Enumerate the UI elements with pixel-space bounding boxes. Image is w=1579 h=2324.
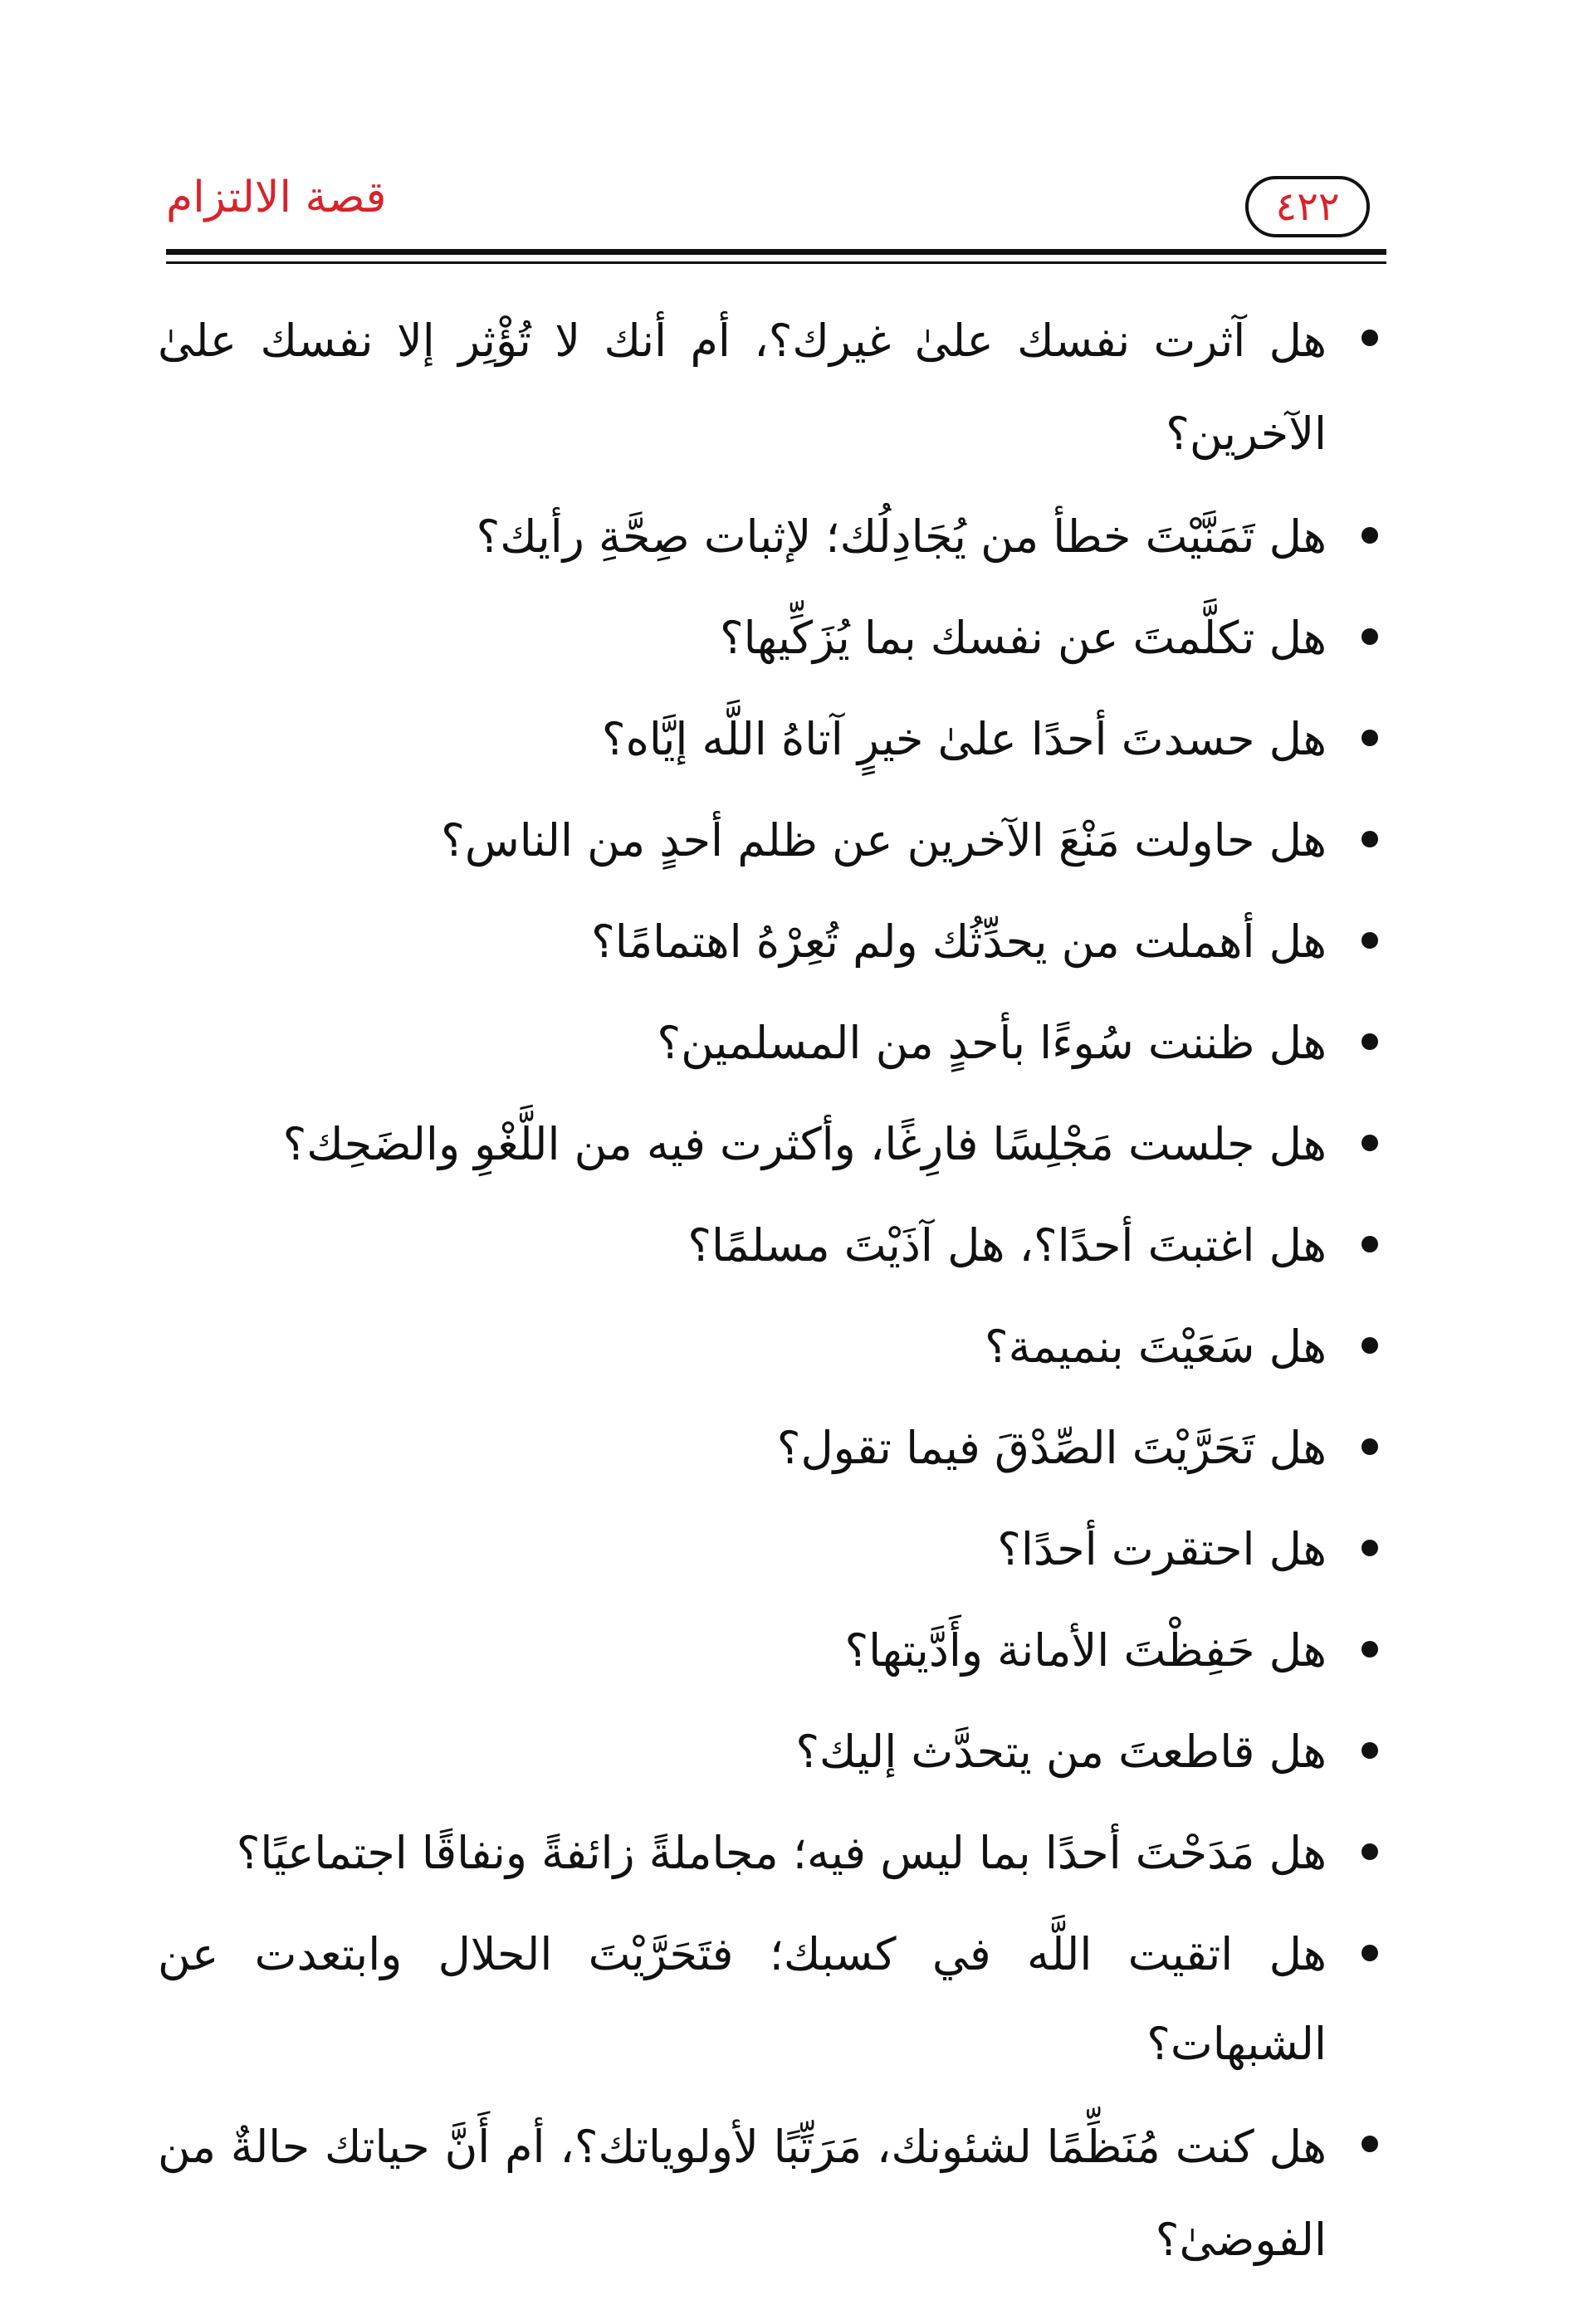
question-text: هل تكلَّمتَ عن نفسك بما يُزَكِّيها؟ [719,612,1327,664]
question-text: هل تَحَرَّيْتَ الصِّدْقَ فيما تقول؟ [776,1422,1327,1474]
bullet-icon [1361,1641,1378,1658]
list-item [158,1302,1386,1392]
question-text: هل حاولت مَنْعَ الآخرين عن ظلم أحدٍ من الناس؟ [441,814,1327,867]
page-number: ٤٢٢ [1275,183,1340,230]
question-text: هل حَفِظْتَ الأمانة وأَدَّيتها؟ [844,1624,1327,1677]
question-text: هل اتقيت اللَّه في كسبك؛ فتَحَرَّيْتَ الحلال وابتعدت عن الشبهات؟ [158,1928,1327,2070]
bullet-icon [1361,1843,1378,1860]
bullet-icon [1361,831,1378,847]
list-item [158,796,1386,886]
list-item [158,1100,1386,1189]
question-text: هل تَمَنَّيْتَ خطأ من يُجَادِلُك؛ لإثبات صِحَّةِ رأيك؟ [476,510,1327,563]
bullet-icon [1361,628,1378,645]
bullet-icon [1361,932,1378,949]
question-text: هل حسدتَ أحدًا علىٰ خيرٍ آتاهُ اللَّه إيَّاه؟ [601,713,1327,765]
list-item [158,295,1386,481]
question-text: هل قاطعتَ من يتحدَّث إليك؟ [795,1726,1327,1778]
bullet-icon [1361,1337,1378,1354]
question-list [158,295,1386,2287]
question-text: هل احتقرت أحدًا؟ [997,1523,1327,1575]
bullet-icon [1361,1742,1378,1759]
bullet-icon [1361,527,1378,544]
question-text: هل مَدَحْتَ أحدًا بما ليس فيه؛ مجاملةً زائفةً ونفاقًا اجتماعيًا؟ [236,1827,1327,1879]
bullet-icon [1361,2136,1378,2152]
book-title: قصة الالتزام [166,173,387,222]
page-number-badge [1245,176,1370,237]
bullet-icon [1361,1438,1378,1455]
bullet-icon [1361,1945,1378,1961]
list-item [158,593,1386,683]
list-item [158,1809,1386,1898]
question-text: هل كنت مُنَظِّمًا لشئونك، مَرَتِّبًا لأولوياتك؟، أم أَنَّ حياتك حالةٌ من الفوضىٰ؟ [158,2121,1327,2266]
page-header [166,158,1386,257]
question-text: هل اغتبتَ أحدًا؟، هل آذَيْتَ مسلمًا؟ [687,1219,1327,1272]
question-text: هل آثرت نفسك علىٰ غيرك؟، أم أنك لا تُؤْثِر إلا نفسك علىٰ الآخرين؟ [158,315,1327,460]
list-item [158,1707,1386,1797]
bullet-icon [1361,730,1378,746]
list-item [158,1201,1386,1291]
question-text: هل سَعَيْتَ بنميمة؟ [985,1321,1327,1373]
list-item [158,1910,1386,2089]
list-item [158,492,1386,582]
bullet-icon [1361,1236,1378,1252]
header-rule-thin [166,261,1386,264]
bullet-icon [1361,1540,1378,1556]
question-text: هل أهملت من يحدِّثُك ولم تُعِرْهُ اهتمامًا؟ [591,915,1327,968]
question-text: هل جلست مَجْلِسًا فارِغًا، وأكثرت فيه من اللَّغْوِ والضَحِك؟ [282,1118,1327,1170]
list-item [158,897,1386,987]
list-item [158,1606,1386,1696]
list-item [158,1404,1386,1493]
question-text: هل ظننت سُوءًا بأحدٍ من المسلمين؟ [657,1017,1327,1069]
header-rule-thick [166,249,1386,255]
bullet-icon [1361,1135,1378,1151]
list-item [158,1505,1386,1594]
list-item [158,2101,1386,2287]
page-body [158,295,1386,2298]
list-item [158,695,1386,784]
list-item [158,998,1386,1088]
bullet-icon [1361,1033,1378,1050]
bullet-icon [1361,330,1378,346]
